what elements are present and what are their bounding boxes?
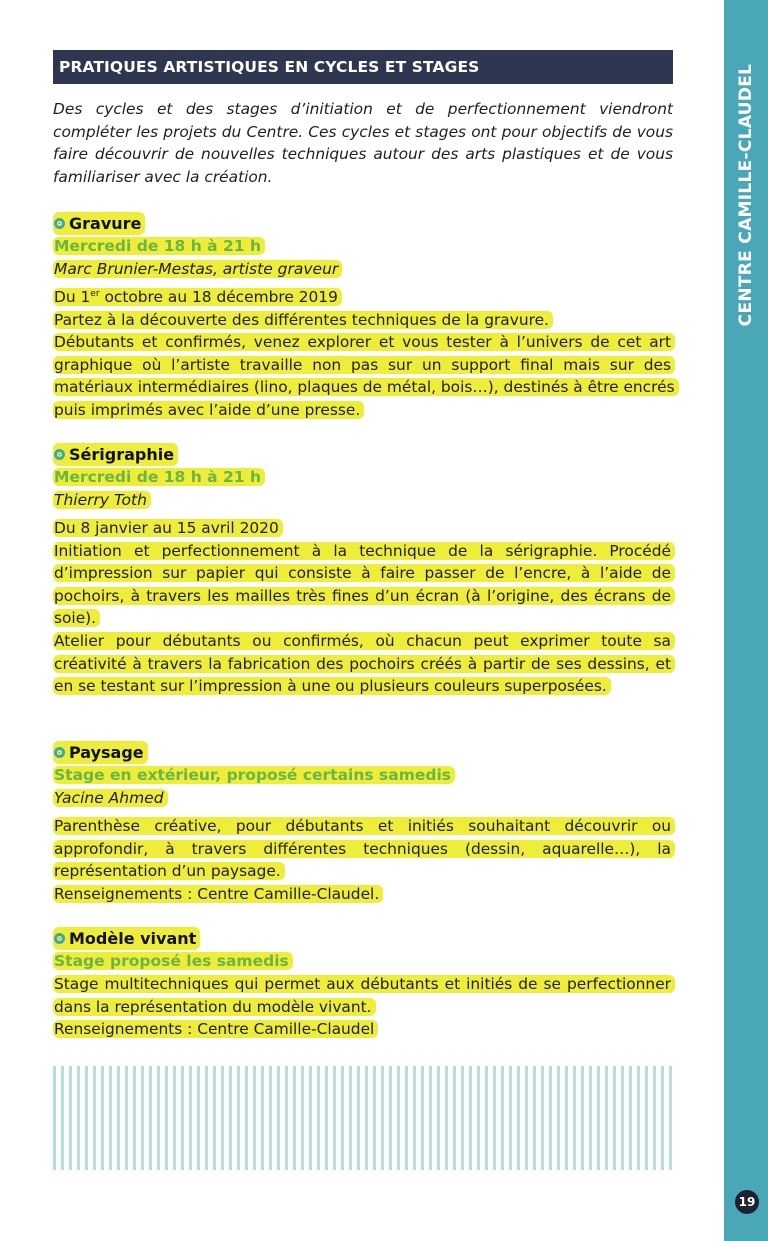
activity-paysage bbox=[53, 741, 675, 905]
activity-title: Gravure bbox=[69, 214, 142, 233]
activity-schedule: Stage proposé les samedis bbox=[53, 952, 293, 970]
activity-serigraphie bbox=[53, 443, 675, 698]
section-header: PRATIQUES ARTISTIQUES EN CYCLES ET STAGES bbox=[53, 50, 673, 84]
activity-description: Atelier pour débutants ou confirmés, où chacun peut exprimer toute sa créativité à travers la fabrication des pochoirs créés à partir de ses dessins, et en se testant sur l’impression à une ou plusieurs couleurs superposées. bbox=[53, 632, 675, 695]
activity-schedule: Stage en extérieur, proposé certains samedis bbox=[53, 766, 455, 784]
activity-info: Renseignements : Centre Camille-Claudel. bbox=[53, 885, 383, 903]
target-bullet-icon bbox=[54, 449, 65, 460]
activity-description: Initiation et perfectionnement à la technique de la sérigraphie. Procédé d’impression sur papier qui consiste à faire passer de l’encre, à l’aide de pochoirs, à travers les mailles très fines d’un écran (à l’origine, des écrans de soie). bbox=[53, 542, 675, 628]
activity-description: Partez à la découverte des différentes techniques de la gravure. bbox=[53, 311, 553, 329]
target-bullet-icon bbox=[54, 747, 65, 758]
decorative-stripes bbox=[53, 1066, 675, 1170]
activity-description: Débutants et confirmés, venez explorer et vous tester à l’univers de cet art graphique où l’artiste travaille non pas sur un support final mais sur des matériaux intermédiaires (lino, plaques de métal, bois…), destinés à être encrés puis imprimés avec l’aide d’une presse. bbox=[53, 333, 679, 419]
activity-modele-vivant bbox=[53, 927, 675, 1041]
activity-title: Paysage bbox=[69, 743, 144, 762]
activity-instructor: Marc Brunier-Mestas, artiste graveur bbox=[53, 260, 342, 278]
activity-title: Sérigraphie bbox=[69, 445, 175, 464]
target-bullet-icon bbox=[54, 218, 65, 229]
activity-instructor: Yacine Ahmed bbox=[53, 789, 168, 807]
page-number: 19 bbox=[735, 1190, 759, 1214]
activity-schedule: Mercredi de 18 h à 21 h bbox=[53, 468, 265, 486]
activity-description: Stage multitechniques qui permet aux débutants et initiés de se perfectionner dans la représentation du modèle vivant. bbox=[53, 975, 675, 1016]
activity-title: Modèle vivant bbox=[69, 929, 197, 948]
sidebar bbox=[724, 0, 768, 1241]
activity-schedule: Mercredi de 18 h à 21 h bbox=[53, 237, 265, 255]
activity-dates: Du 8 janvier au 15 avril 2020 bbox=[53, 519, 283, 537]
activity-info: Renseignements : Centre Camille-Claudel bbox=[53, 1020, 378, 1038]
activity-gravure bbox=[53, 212, 675, 422]
sidebar-title: CENTRE CAMILLE-CLAUDEL bbox=[736, 63, 756, 327]
activity-dates: Du 1er octobre au 18 décembre 2019 bbox=[53, 288, 342, 306]
activity-instructor: Thierry Toth bbox=[53, 491, 151, 509]
activity-description: Parenthèse créative, pour débutants et initiés souhaitant découvrir ou approfondir, à travers différentes techniques (dessin, aquarelle…), la représentation d’un paysage. bbox=[53, 817, 675, 880]
intro-text: Des cycles et des stages d’initiation et de perfectionnement viendront compléter les projets du Centre. Ces cycles et stages ont pour objectifs de vous faire découvrir de nouvelles techniques autour des arts plastiques et de vous familiariser avec la création. bbox=[53, 100, 673, 187]
target-bullet-icon bbox=[54, 933, 65, 944]
